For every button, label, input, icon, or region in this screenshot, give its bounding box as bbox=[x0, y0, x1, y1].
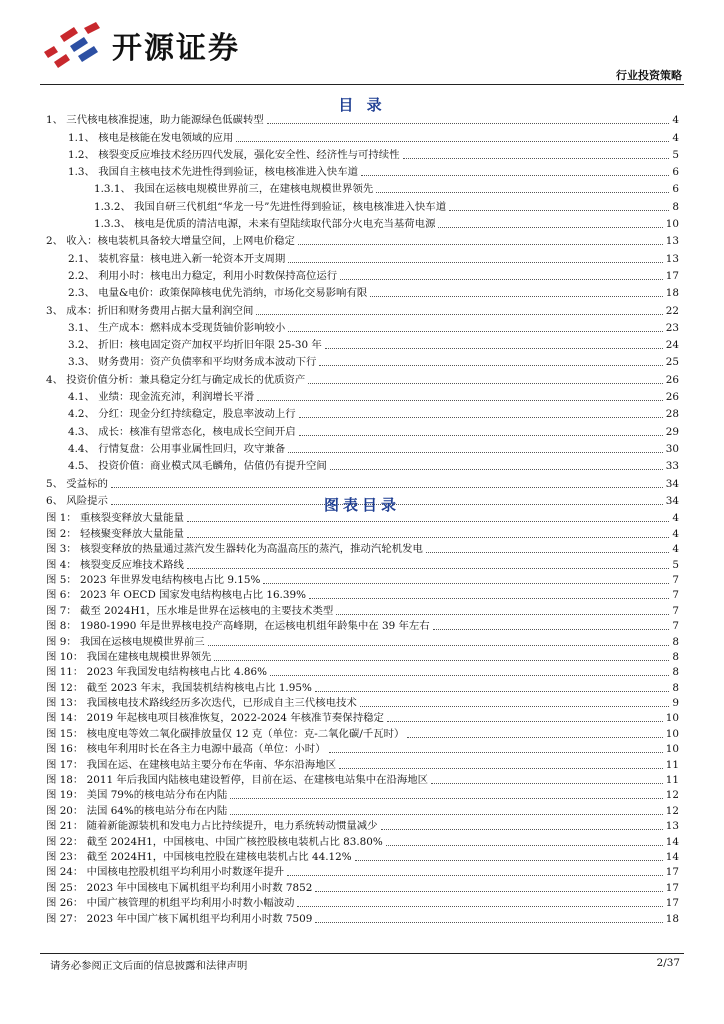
figure-entry[interactable] bbox=[46, 725, 679, 740]
toc-entry[interactable] bbox=[46, 214, 679, 231]
figure-entry[interactable] bbox=[46, 849, 679, 864]
dot-leader bbox=[431, 783, 663, 784]
figure-entry-page: 7 bbox=[672, 604, 679, 617]
dot-leader bbox=[403, 158, 670, 159]
figure-entry-page: 8 bbox=[672, 666, 679, 679]
report-type-label: 行业投资策略 bbox=[616, 69, 682, 82]
toc-entry-page: 33 bbox=[665, 460, 679, 473]
dot-leader bbox=[187, 521, 669, 522]
toc-entry-text: 4.5、 投资价值：商业模式凤毛麟角，估值仍有提升空间 bbox=[68, 460, 327, 473]
toc-entry[interactable] bbox=[46, 421, 679, 438]
figure-entry-text: 图 5： 2023 年世界发电结构核电占比 9.15% bbox=[46, 573, 261, 586]
toc-entry[interactable] bbox=[46, 300, 679, 317]
toc-entry-text: 1.2、 核裂变反应堆技术经历四代发展，强化安全性、经济性与可持续性 bbox=[68, 148, 400, 161]
toc-entry[interactable] bbox=[46, 318, 679, 335]
toc-entry[interactable] bbox=[46, 335, 679, 352]
toc-entry-text: 4、 投资价值分析：兼具稳定分红与确定成长的优质资产 bbox=[46, 373, 306, 386]
figure-entry[interactable] bbox=[46, 602, 679, 617]
toc-entry-page: 17 bbox=[665, 269, 679, 282]
figure-entry-text: 图 9： 我国在运核电规模世界前三 bbox=[46, 635, 205, 648]
dot-leader bbox=[325, 348, 663, 349]
figure-entry[interactable] bbox=[46, 633, 679, 648]
toc-entry-text: 4.1、 业绩：现金流充沛，利润增长平滑 bbox=[68, 391, 255, 404]
toc-entry-page: 34 bbox=[665, 477, 679, 490]
toc-entry-page: 4 bbox=[672, 131, 679, 144]
toc-entry[interactable] bbox=[46, 179, 679, 196]
figure-entry[interactable] bbox=[46, 864, 679, 879]
figure-entry-page: 10 bbox=[665, 743, 679, 756]
dot-leader bbox=[270, 675, 669, 676]
toc-entry-text: 2.3、 电量&电价：政策保障核电优先消纳，市场化交易影响有限 bbox=[68, 287, 368, 300]
dot-leader bbox=[230, 798, 662, 799]
toc-entry[interactable] bbox=[46, 110, 679, 127]
figure-entry[interactable] bbox=[46, 787, 679, 802]
toc-entry[interactable] bbox=[46, 266, 679, 283]
dot-leader bbox=[360, 706, 670, 707]
toc-entry-page: 4 bbox=[672, 114, 679, 127]
figure-entry[interactable] bbox=[46, 649, 679, 664]
figure-entry-page: 7 bbox=[672, 589, 679, 602]
toc-entry[interactable] bbox=[46, 369, 679, 386]
dot-leader bbox=[298, 244, 663, 245]
toc-entry-text: 6、 风险提示 bbox=[46, 494, 108, 507]
toc-entry-text: 3.2、 折旧：核电固定资产加权平均折旧年限 25-30 年 bbox=[68, 339, 322, 352]
toc-entry-page: 10 bbox=[665, 218, 679, 231]
toc-entry[interactable] bbox=[46, 439, 679, 456]
figure-entry-text: 图 11： 2023 年我国发电结构核电占比 4.86% bbox=[46, 666, 267, 679]
figure-entry-page: 10 bbox=[665, 712, 679, 725]
toc-entry-page: 22 bbox=[665, 304, 679, 317]
dot-leader bbox=[387, 721, 663, 722]
brand-name: 开源证券 bbox=[112, 31, 240, 66]
toc-entry-page: 26 bbox=[665, 373, 679, 386]
dot-leader bbox=[438, 227, 662, 228]
dot-leader bbox=[426, 552, 669, 553]
toc-entry[interactable] bbox=[46, 162, 679, 179]
dot-leader bbox=[386, 845, 663, 846]
figure-entry-text: 图 22： 截至 2024H1，中国核电、中国广核控股核电装机占比 83.80% bbox=[46, 835, 383, 848]
figure-entry-page: 9 bbox=[672, 697, 679, 710]
figure-toc-list bbox=[46, 510, 679, 926]
toc-entry-page: 6 bbox=[672, 183, 679, 196]
figure-entry[interactable] bbox=[46, 572, 679, 587]
figure-entry-text: 图 15： 核电度电等效二氧化碳排放量仅 12 克（单位：克-二氧化碳/千瓦时） bbox=[46, 727, 405, 740]
figure-entry[interactable] bbox=[46, 910, 679, 925]
dot-leader bbox=[340, 279, 663, 280]
dot-leader bbox=[315, 691, 670, 692]
dot-leader bbox=[309, 598, 669, 599]
brand-logo bbox=[40, 20, 240, 70]
toc-entry-page: 24 bbox=[665, 339, 679, 352]
toc-entry-text: 5、 受益标的 bbox=[46, 477, 108, 490]
toc-entry-page: 29 bbox=[665, 425, 679, 438]
figure-entry[interactable] bbox=[46, 802, 679, 817]
dot-leader bbox=[339, 768, 663, 769]
dot-leader bbox=[433, 629, 670, 630]
figure-entry-text: 图 14： 2019 年起核电项目核准恢复，2022-2024 年核准节奏保持稳定 bbox=[46, 712, 384, 725]
figure-entry-page: 14 bbox=[665, 835, 679, 848]
dot-leader bbox=[315, 891, 662, 892]
toc-entry-text: 3.3、 财务费用：资产负债率和平均财务成本波动下行 bbox=[68, 356, 317, 369]
dot-leader bbox=[381, 829, 663, 830]
figure-entry-text: 图 17： 我国在运、在建核电站主要分布在华南、华东沿海地区 bbox=[46, 758, 336, 771]
toc-entry-page: 8 bbox=[672, 200, 679, 213]
figure-entry-text: 图 26： 中国广核管理的机组平均利用小时数小幅波动 bbox=[46, 897, 295, 910]
figure-entry-text: 图 16： 核电年利用时长在各主力电源中最高（单位：小时） bbox=[46, 743, 326, 756]
toc-entry-text: 1.3.3、 核电是优质的清洁电源，未来有望陆续取代部分火电充当基荷电源 bbox=[94, 218, 436, 231]
figure-entry-text: 图 23： 截至 2024H1，中国核电控股在建核电装机占比 44.12% bbox=[46, 850, 352, 863]
toc-entry-text: 1、 三代核电核准提速，助力能源绿色低碳转型 bbox=[46, 114, 264, 127]
toc-entry[interactable] bbox=[46, 387, 679, 404]
toc-entry[interactable] bbox=[46, 456, 679, 473]
figure-entry[interactable] bbox=[46, 541, 679, 556]
toc-entry-text: 2、 收入：核电装机具备较大增量空间，上网电价稳定 bbox=[46, 235, 295, 248]
figure-entry-text: 图 13： 我国核电技术路线经历多次迭代，已形成自主三代核电技术 bbox=[46, 697, 357, 710]
figure-toc-title: 图表目录 bbox=[323, 496, 400, 514]
figure-entry-page: 7 bbox=[672, 573, 679, 586]
toc-entry-text: 3.1、 生产成本：燃料成本受现货铀价影响较小 bbox=[68, 321, 286, 334]
toc-entry-page: 18 bbox=[665, 287, 679, 300]
dot-leader bbox=[263, 583, 669, 584]
figure-entry[interactable] bbox=[46, 587, 679, 602]
figure-entry-page: 10 bbox=[665, 727, 679, 740]
dot-leader bbox=[267, 123, 670, 124]
toc-entry-page: 5 bbox=[672, 148, 679, 161]
toc-entry-text: 3、 成本：折旧和财务费用占据大量利润空间 bbox=[46, 304, 254, 317]
dot-leader bbox=[336, 614, 669, 615]
figure-entry-text: 图 24： 中国核电控股机组平均利用小时数逐年提升 bbox=[46, 866, 285, 879]
dot-leader bbox=[315, 922, 662, 923]
figure-entry-text: 图 6： 2023 年 OECD 国家发电结构核电占比 16.39% bbox=[46, 589, 306, 602]
dot-leader bbox=[407, 737, 662, 738]
toc-entry[interactable] bbox=[46, 352, 679, 369]
toc-entry-page: 6 bbox=[672, 166, 679, 179]
figure-entry-text: 图 21： 随着新能源装机和发电力占比持续提升，电力系统转动惯量减少 bbox=[46, 820, 378, 833]
toc-entry[interactable] bbox=[46, 145, 679, 162]
figure-entry[interactable] bbox=[46, 879, 679, 894]
figure-entry-text: 图 7： 截至 2024H1，压水堆是世界在运核电的主要技术类型 bbox=[46, 604, 334, 617]
figure-entry[interactable] bbox=[46, 664, 679, 679]
dot-leader bbox=[449, 210, 669, 211]
dot-leader bbox=[330, 469, 663, 470]
toc-entry[interactable] bbox=[46, 404, 679, 421]
figure-entry[interactable] bbox=[46, 525, 679, 540]
figure-entry-text: 图 12： 截至 2023 年末，我国装机结构核电占比 1.95% bbox=[46, 681, 312, 694]
figure-entry-text: 图 19： 美国 79%的核电站分布在内陆 bbox=[46, 789, 228, 802]
figure-entry-page: 8 bbox=[672, 681, 679, 694]
toc-entry-page: 13 bbox=[665, 235, 679, 248]
figure-entry-page: 4 bbox=[672, 543, 679, 556]
toc-entry-page: 30 bbox=[665, 442, 679, 455]
figure-entry-page: 14 bbox=[665, 850, 679, 863]
dot-leader bbox=[288, 331, 663, 332]
toc-title: 目 录 bbox=[338, 96, 386, 114]
figure-entry-page: 13 bbox=[665, 820, 679, 833]
figure-entry-text: 图 25： 2023 年中国核电下属机组平均利用小时数 7852 bbox=[46, 881, 313, 894]
toc-entry-text: 1.3、 我国自主核电技术先进性得到验证，核电核准进入快车道 bbox=[68, 166, 358, 179]
figure-entry-text: 图 1： 重核裂变释放大量能量 bbox=[46, 512, 184, 525]
figure-entry-page: 17 bbox=[665, 866, 679, 879]
dot-leader bbox=[361, 175, 669, 176]
dot-leader bbox=[256, 314, 662, 315]
figure-entry[interactable] bbox=[46, 556, 679, 571]
figure-entry[interactable] bbox=[46, 618, 679, 633]
figure-entry-text: 图 10： 我国在建核电规模世界领先 bbox=[46, 650, 212, 663]
toc-entry-text: 2.2、 利用小时：核电出力稳定，利用小时数保持高位运行 bbox=[68, 269, 338, 282]
toc-entry[interactable] bbox=[46, 127, 679, 144]
figure-entry-page: 11 bbox=[665, 758, 679, 771]
dot-leader bbox=[214, 660, 669, 661]
dot-leader bbox=[236, 141, 669, 142]
figure-entry-page: 4 bbox=[672, 527, 679, 540]
toc-entry-page: 28 bbox=[665, 408, 679, 421]
toc-entry-page: 34 bbox=[665, 494, 679, 507]
figure-entry[interactable] bbox=[46, 741, 679, 756]
dot-leader bbox=[319, 365, 662, 366]
dot-leader bbox=[257, 400, 663, 401]
figure-entry-page: 4 bbox=[672, 512, 679, 525]
dot-leader bbox=[288, 452, 663, 453]
figure-entry-page: 7 bbox=[672, 620, 679, 633]
dot-leader bbox=[299, 435, 663, 436]
figure-entry-text: 图 4： 核裂变反应堆技术路线 bbox=[46, 558, 184, 571]
toc-entry[interactable] bbox=[46, 473, 679, 490]
toc-entry-text: 1.3.2、 我国自研三代机组“华龙一号”先进性得到验证，核电核准进入快车道 bbox=[94, 200, 447, 213]
figure-entry[interactable] bbox=[46, 772, 679, 787]
toc-entry[interactable] bbox=[46, 283, 679, 300]
figure-entry-page: 11 bbox=[665, 774, 679, 787]
dot-leader bbox=[187, 537, 669, 538]
dot-leader bbox=[287, 875, 663, 876]
toc-entry-text: 4.2、 分红：现金分红持续稳定，股息率波动上行 bbox=[68, 408, 296, 421]
dot-leader bbox=[376, 192, 669, 193]
page-number: 2/37 bbox=[656, 957, 680, 969]
figure-entry[interactable] bbox=[46, 679, 679, 694]
dot-leader bbox=[187, 568, 669, 569]
dot-leader bbox=[288, 262, 663, 263]
dot-leader bbox=[299, 417, 663, 418]
toc-entry-text: 1.1、 核电是核能在发电领域的应用 bbox=[68, 131, 234, 144]
figure-entry-page: 8 bbox=[672, 650, 679, 663]
figure-entry-page: 12 bbox=[665, 789, 679, 802]
figure-entry-page: 17 bbox=[665, 897, 679, 910]
figure-entry-text: 图 2： 轻核聚变释放大量能量 bbox=[46, 527, 184, 540]
figure-entry-page: 12 bbox=[665, 804, 679, 817]
toc-entry-page: 26 bbox=[665, 391, 679, 404]
page-header bbox=[40, 14, 684, 84]
toc-entry-page: 13 bbox=[665, 252, 679, 265]
toc-entry[interactable] bbox=[46, 231, 679, 248]
figure-entry[interactable] bbox=[46, 710, 679, 725]
figure-entry-page: 18 bbox=[665, 912, 679, 925]
figure-entry-text: 图 20： 法国 64%的核电站分布在内陆 bbox=[46, 804, 228, 817]
figure-entry[interactable] bbox=[46, 510, 679, 525]
toc-entry-text: 2.1、 装机容量：核电进入新一轮资本开支周期 bbox=[68, 252, 286, 265]
figure-entry-text: 图 3： 核裂变释放的热量通过蒸汽发生器转化为高温高压的蒸汽，推动汽轮机发电 bbox=[46, 543, 423, 556]
logo-mark-icon bbox=[40, 22, 102, 68]
toc-entry-page: 23 bbox=[665, 321, 679, 334]
toc-entry-text: 4.4、 行情复盘：公用事业属性回归，攻守兼备 bbox=[68, 442, 286, 455]
figure-entry[interactable] bbox=[46, 833, 679, 848]
dot-leader bbox=[370, 296, 663, 297]
toc-entry-text: 4.3、 成长：核准有望常态化，核电成长空间开启 bbox=[68, 425, 296, 438]
dot-leader bbox=[329, 752, 663, 753]
dot-leader bbox=[297, 906, 662, 907]
dot-leader bbox=[208, 645, 670, 646]
figure-entry-text: 图 18： 2011 年后我国内陆核电建设暂停，目前在运、在建核电站集中在沿海地区 bbox=[46, 774, 429, 787]
toc-entry-page: 25 bbox=[665, 356, 679, 369]
dot-leader bbox=[111, 487, 663, 488]
dot-leader bbox=[308, 383, 662, 384]
figure-entry-page: 5 bbox=[672, 558, 679, 571]
figure-entry[interactable] bbox=[46, 818, 679, 833]
toc-list bbox=[46, 110, 679, 508]
figure-entry-page: 8 bbox=[672, 635, 679, 648]
figure-entry-text: 图 27： 2023 年中国广核下属机组平均利用小时数 7509 bbox=[46, 912, 313, 925]
figure-entry-page: 17 bbox=[665, 881, 679, 894]
figure-entry-text: 图 8： 1980-1990 年是世界核电投产高峰期，在运核电机组年龄集中在 39 年左右 bbox=[46, 620, 430, 633]
disclaimer-note: 请务必参阅正文后面的信息披露和法律声明 bbox=[50, 960, 248, 972]
footer-divider bbox=[40, 953, 684, 954]
figure-entry[interactable] bbox=[46, 895, 679, 910]
toc-entry[interactable] bbox=[46, 248, 679, 265]
header-divider bbox=[40, 84, 684, 85]
figure-entry[interactable] bbox=[46, 756, 679, 771]
toc-entry-text: 1.3.1、 我国在运核电规模世界前三，在建核电规模世界领先 bbox=[94, 183, 374, 196]
toc-entry[interactable] bbox=[46, 196, 679, 213]
dot-leader bbox=[230, 814, 662, 815]
dot-leader bbox=[355, 860, 663, 861]
figure-entry[interactable] bbox=[46, 695, 679, 710]
